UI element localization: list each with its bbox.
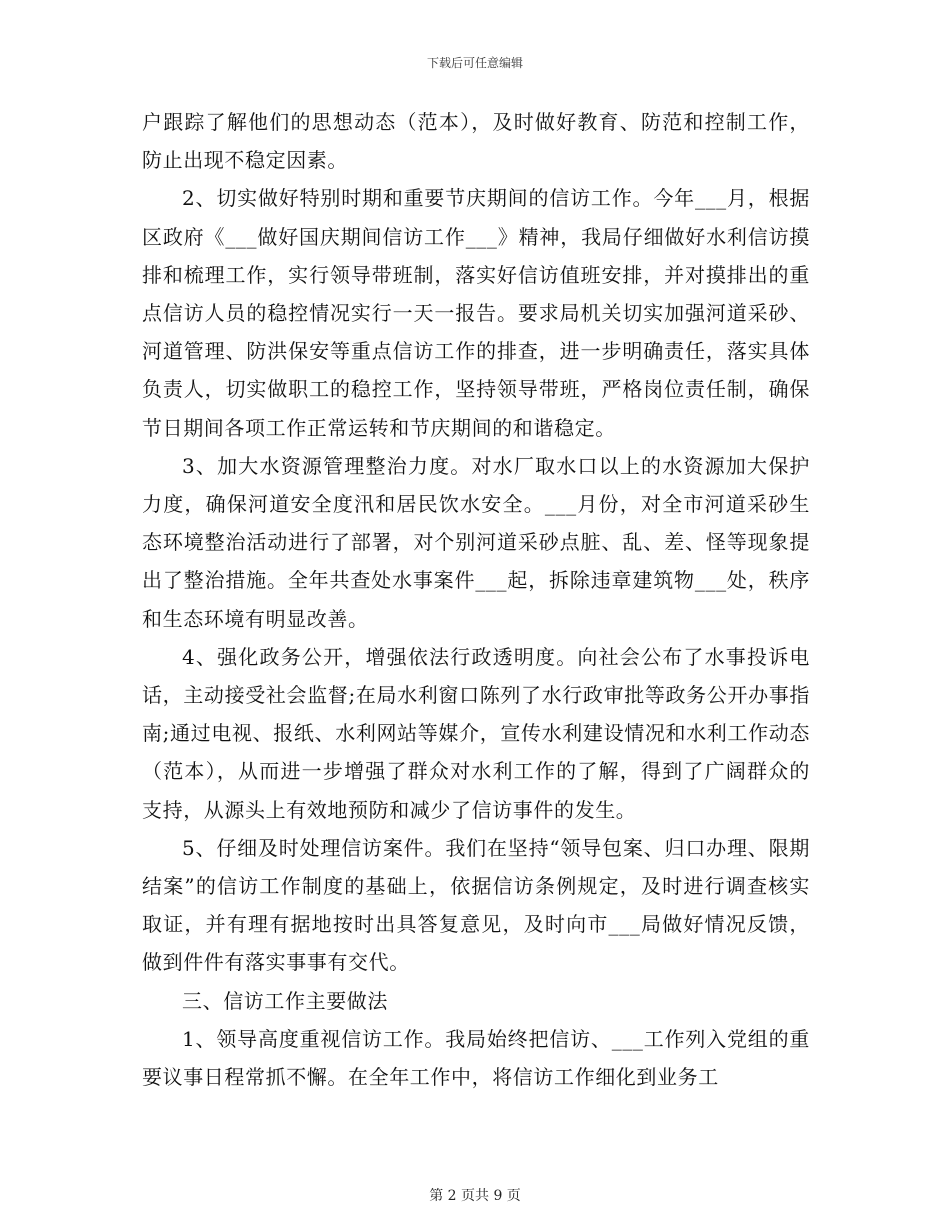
paragraph-item-5: 5、仔细及时处理信访案件。我们在坚持“领导包案、归口办理、限期结案”的信访工作制度的基础上，依据信访条例规定，及时进行调查核实取证，并有理有据地按时出具答复意见，及时向市___局做好情况反馈，做到件件有落实事事有交代。	[142, 835, 810, 975]
page-footer: 第 2 页共 9 页	[429, 1188, 521, 1204]
document-body	[142, 103, 810, 1096]
paragraph-method-1: 1、领导高度重视信访工作。我局始终把信访、___工作列入党组的重要议事日程常抓不懈。在全年工作中，将信访工作细化到业务工	[142, 1026, 810, 1090]
paragraph-continued: 户跟踪了解他们的思想动态（范本），及时做好教育、防范和控制工作，防止出现不稳定因素。	[142, 110, 810, 173]
page-header: 下载后可任意编辑	[426, 56, 523, 70]
section-heading: 三、信访工作主要做法	[182, 988, 388, 1013]
paragraph-item-3: 3、加大水资源管理整治力度。对水厂取水口以上的水资源加大保护力度，确保河道安全度汛和居民饮水安全。___月份，对全市河道采砂生态环境整治活动进行了部署，对个别河道采砂点脏、乱、差、怪等现象提出了整治措施。全年共查处水事案件___起，拆除违章建筑物___处，秩序和生态环境有明显改善。	[142, 453, 810, 631]
paragraph-item-4: 4、强化政务公开，增强依法行政透明度。向社会公布了水事投诉电话，主动接受社会监督;在局水利窗口陈列了水行政审批等政务公开办事指南;通过电视、报纸、水利网站等媒介，宣传水利建设情况和水利工作动态（范本），从而进一步增强了群众对水利工作的了解，得到了广阔群众的支持，从源头上有效地预防和减少了信访事件的发生。	[142, 644, 810, 822]
paragraph-item-2: 2、切实做好特别时期和重要节庆期间的信访工作。今年___月，根据区政府《___做好国庆期间信访工作___》精神，我局仔细做好水利信访摸排和梳理工作，实行领导带班制，落实好信访值班安排，并对摸排出的重点信访人员的稳控情况实行一天一报告。要求局机关切实加强河道采砂、河道管理、防洪保安等重点信访工作的排查，进一步明确责任，落实具体负责人，切实做职工的稳控工作，坚持领导带班，严格岗位责任制，确保节日期间各项工作正常运转和节庆期间的和谐稳定。	[142, 186, 810, 440]
